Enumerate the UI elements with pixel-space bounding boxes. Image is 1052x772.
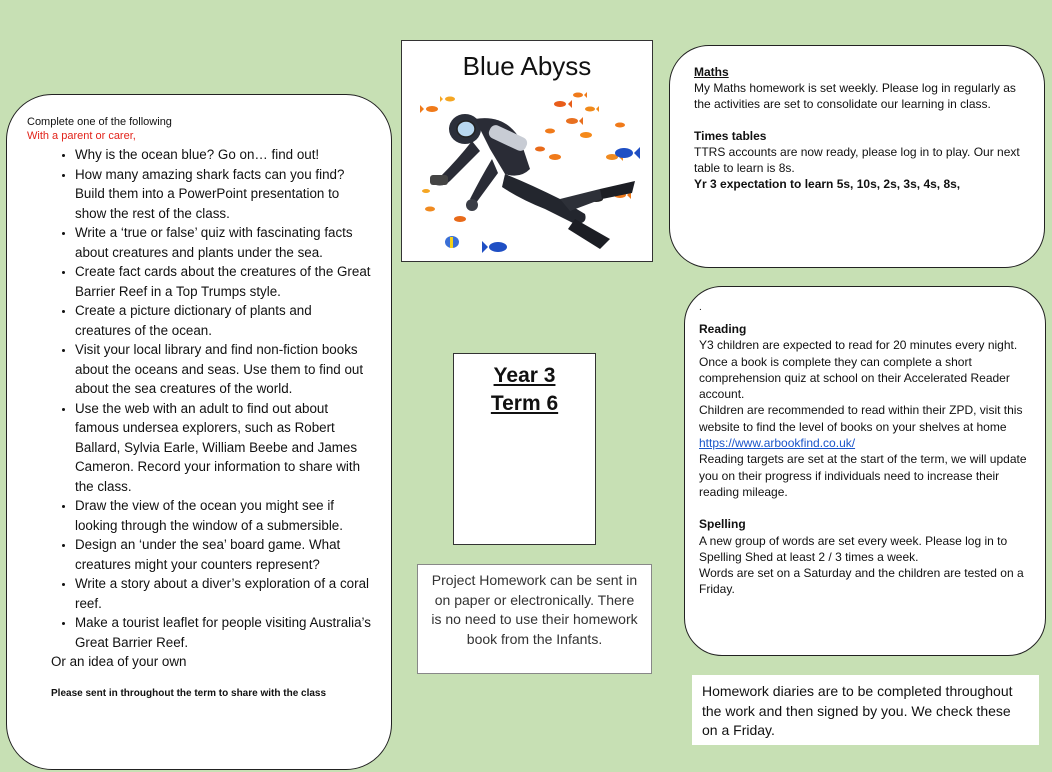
topic-title: Blue Abyss [462, 51, 592, 81]
stray-dot: . [699, 302, 702, 313]
project-homework-note: Project Homework can be sent in on paper or electronically. There is no need to use their homework book from the Infants. [417, 564, 652, 674]
scuba-diver-illustration [410, 89, 646, 259]
list-item: • Why is the ocean blue? Go on… find out! [75, 145, 371, 165]
own-idea-text: Or an idea of your own [51, 654, 187, 669]
list-item: • Write a ‘true or false’ quiz with fascinating facts about creatures and plants under the sea. [75, 223, 371, 262]
list-item: • How many amazing shark facts can you find? Build them into a PowerPoint presentation to show the rest of the class. [75, 165, 371, 224]
times-tables-heading: Times tables [694, 129, 767, 143]
list-item: • Create fact cards about the creatures of the Great Barrier Reef in a Top Trumps style. [75, 262, 371, 301]
maths-panel [669, 45, 1045, 268]
year-label: Year 3 [493, 364, 556, 387]
reading-spelling-panel [684, 286, 1046, 656]
list-item: • Visit your local library and find non-fiction books about the oceans and seas. Use them to find out about the sea creatures of the world. [75, 340, 371, 399]
spelling-test-text: Words are set on a Saturday and the children are tested on a Friday. [699, 566, 1024, 597]
project-ideas-panel [6, 94, 392, 770]
list-item: • Use the web with an adult to find out about famous undersea explorers, such as Robert Ballard, Sylvia Earle, William Beebe and James Cameron. Record your information to share with the class. [75, 399, 371, 497]
list-item: • Draw the view of the ocean you might see if looking through the window of a submersible. [75, 496, 371, 535]
projects-intro: Complete one of the following [27, 116, 172, 128]
term-label: Term 6 [490, 392, 559, 415]
list-item: • Write a story about a diver’s exploration of a coral reef. [75, 574, 371, 613]
year-term-box [453, 353, 596, 545]
project-list [27, 145, 371, 652]
projects-footer: Please sent in throughout the term to share with the class [51, 688, 327, 699]
reading-text: Y3 children are expected to read for 20 minutes every night. Once a book is complete they can complete a short comprehension quiz at school on their Accelerated Reader account. [699, 338, 1018, 402]
reading-zpd-text [699, 402, 1027, 451]
list-item: • Make a tourist leaflet for people visiting Australia’s Great Barrier Reef. [75, 613, 371, 652]
reading-zpd-sentence: Children are recommended to read within their ZPD, visit this website to find the level of books on your shelves at home [699, 403, 1023, 434]
reading-heading: Reading [699, 322, 747, 336]
reading-targets-text: Reading targets are set at the start of the term, we will update you on their progress if individuals need to increase their reading mileage. [699, 452, 1027, 499]
spelling-text: A new group of words are set every week. Please log in to Spelling Shed at least 2 / 3 times a week. [699, 533, 1008, 564]
arbookfind-link[interactable]: https://www.arbookfind.co.uk/ [699, 436, 856, 451]
list-item: • Create a picture dictionary of plants and creatures of the ocean. [75, 301, 371, 340]
diver-icon [430, 114, 635, 249]
spelling-heading: Spelling [699, 517, 746, 532]
homework-diaries-note: Homework diaries are to be completed throughout the work and then signed by you. We check these on a Friday. [692, 675, 1039, 745]
topic-title-box [401, 40, 653, 262]
maths-text: My Maths homework is set weekly. Please log in regularly as the activities are set to consolidate our learning in class. [694, 81, 1016, 111]
times-tables-text: TTRS accounts are now ready, please log in to play. Our next table to learn is 8s. [694, 145, 1020, 175]
times-tables-expectation: Yr 3 expectation to learn 5s, 10s, 2s, 3s, 4s, 8s, [694, 177, 961, 191]
maths-heading: Maths [694, 65, 729, 79]
projects-intro-parent: With a parent or carer, [27, 130, 136, 142]
list-item: • Design an ‘under the sea’ board game. What creatures might your counters represent? [75, 535, 371, 574]
